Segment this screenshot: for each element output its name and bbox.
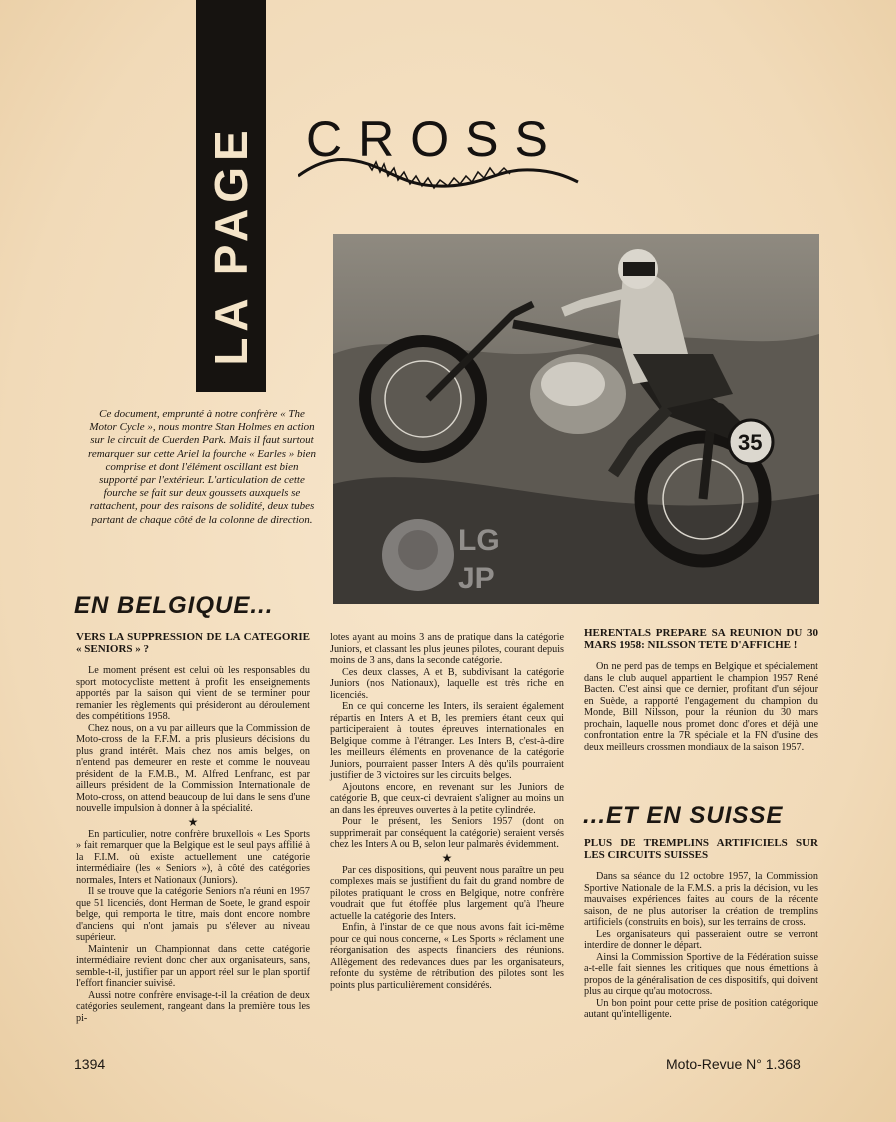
col1-paragraph: Chez nous, on a vu par ailleurs que la Commission de Moto-cross de la F.F.M. a pris plusieurs décisions du plus grand intérêt. Mais chez nos amis belges, on n'entend pas demeurer en reste et comme le nouveau président de la F.M.B., M. Alfred Lenfranc, est par ailleurs président de la Commission Internationale de Moto-cross, on attend beaucoup de lui dans le sens d'une nouvelle impulsion à donner à la spécialité.	[76, 722, 310, 814]
col2-paragraph: Par ces dispositions, qui peuvent nous paraître un peu complexes mais se justifient du fait du grand nombre de pilotes pratiquant le cross en Belgique, notre confrère voudrait que fut étoffée plus largement qu'à l'heure actuelle la catégorie des Inters.	[330, 864, 564, 922]
watermark-logo	[378, 510, 518, 600]
col1-paragraph: En particulier, notre confrère bruxellois « Les Sports » fait remarquer que la Belgique est le seul pays affilié à la F.I.M. où existe actuellement une catégorie intermédiaire (les « Seniors »), à côté des catégories normales, Inters et Nationaux (Juniors).	[76, 828, 310, 886]
svg-text:JP: JP	[458, 562, 495, 595]
cross-title-text: CROSS	[306, 111, 564, 167]
star-separator: ★	[187, 814, 199, 829]
cross-title-artwork	[298, 98, 588, 208]
race-number: 35	[738, 430, 763, 455]
col3-paragraph: On ne perd pas de temps en Belgique et spécialement dans le club auquel appartient le champion 1957 René Bacten. C'est ainsi que ce dernier, profitant d'un séjour en Suède, a rapporté l'engagement du champion du Monde, Bill Nilsson, pour la réunion du 30 mars prochain, laquelle nous promet donc d'ores et déjà une confrontation entre la 7R spéciale et la FN d'usine des deux meilleurs crossmen mondiaux de la saison 1957.	[584, 661, 818, 753]
magazine-issue: Moto-Revue N° 1.368	[666, 1056, 801, 1072]
col1-paragraph: Maintenir un Championnat dans cette catégorie intermédiaire revient donc cher aux organisateurs, sans, semble-t-il, justifier par un apport réel sur le plan sportif l'effort financier suivisé.	[76, 943, 310, 989]
heading-suisse: ...ET EN SUISSE	[583, 802, 784, 829]
column-3	[584, 628, 818, 753]
subhead-seniors: VERS LA SUPPRESSION DE LA CATEGORIE « SENIORS » ?	[76, 631, 310, 655]
suisse-paragraph: Dans sa séance du 12 octobre 1957, la Commission Sportive Nationale de la F.M.S. a pris la décision, vu les mauvaises expériences faites au cours de la récente saison, de ne plus autoriser la création de tremplins artificiels (construits en bois), sur les terrains de cross.	[584, 871, 818, 928]
col2-paragraph: En ce qui concerne les Inters, ils seraient également répartis en Inters A et B, les premiers étant ceux qui participeraient à toutes épreuves internationales en Belgique comme à l'étranger. Les Inters B, c'est-à-dire les meilleurs éléments en provenance de la catégorie Juniors, pourraient passer Inters A dès qu'ils pourraient justifier de 3 victoires sur les circuits belges.	[330, 701, 564, 781]
subhead-herentals: HERENTALS PREPARE SA REUNION DU 30 MARS 1958: NILSSON TETE D'AFFICHE !	[584, 627, 818, 651]
photo-caption: Ce document, emprunté à notre confrère « The Motor Cycle », nous montre Stan Holmes en action sur le circuit de Cuerden Park. Mais il faut surtout remarquer sur cette Ariel la fourche « Earles » bien comprise et dont l'élément oscillant est bien supporté par l'extérieur. L'articulation de cette fourche se fait sur deux goussets auxquels se rattachent, pour des raisons de solidité, deux tubes partant de chaque côté de la colonne de direction.	[87, 408, 316, 526]
col1-paragraph: Aussi notre confrère envisage-t-il la création de deux catégories seulement, rangeant dans la première tous les pi-	[76, 989, 310, 1024]
suisse-paragraph: Un bon point pour cette prise de position catégorique autant qu'intelligente.	[584, 997, 818, 1020]
svg-text:LG: LG	[458, 524, 500, 557]
column-1	[76, 632, 310, 1024]
col2-paragraph: Pour le présent, les Seniors 1957 (dont on supprimerait par conséquent la catégorie) seraient versés chez les Inters A ou B, selon leur palmarès évidemment.	[330, 816, 564, 850]
col2-paragraph: Enfin, à l'instar de ce que nous avons fait ici-même pour ce qui nous concerne, « Les Sports » réclament une réorganisation des aspects financiers des réunions. Allègement des redevances dues par les organisateurs, refonte du système de rétribution des pilotes sont les points plus particulièrement considérés.	[330, 922, 564, 991]
star-separator: ★	[441, 850, 453, 865]
col2-paragraph: lotes ayant au moins 3 ans de pratique dans la catégorie Juniors, et classant les plus jeunes pilotes, courant depuis moins de 3 ans, dans la seconde catégorie.	[330, 632, 564, 666]
col2-paragraph: Ces deux classes, A et B, subdivisant la catégorie Juniors (nos Nationaux), laquelle est très riche en licenciés.	[330, 666, 564, 701]
col1-paragraph: Il se trouve que la catégorie Seniors n'a réuni en 1957 que 51 licenciés, dont Herman de Soete, le grand espoir belge, qui remporta le titre, mais dont encore nombre d'anciens qui n'ont jamais pu s'élever au niveau supérieur.	[76, 886, 310, 943]
col2-paragraph: Ajoutons encore, en revenant sur les Juniors de catégorie B, que ceux-ci devraient s'aligner au moins un an dans les épreuves ouvertes à la petite cylindrée.	[330, 781, 564, 816]
col1-paragraph: Le moment présent est celui où les responsables du sport motocycliste mettent à profit les enseignements apportés par la saison qui vient de se terminer pour remanier les règlements qui présideront au déroulement des compétitions 1958.	[76, 665, 310, 722]
suisse-paragraph: Ainsi la Commission Sportive de la Fédération suisse a-t-elle fait siennes les critiques que nous émettions à propos de la généralisation de ces dispositifs, qui doivent plus au cirque qu'au motocross.	[584, 951, 818, 997]
heading-belgique: EN BELGIQUE...	[74, 592, 274, 619]
subhead-tremplins: PLUS DE TREMPLINS ARTIFICIELS SUR LES CIRCUITS SUISSES	[584, 837, 818, 861]
column-3-suisse	[584, 838, 818, 1021]
banner-text: LA PAGE	[205, 124, 257, 366]
column-2	[330, 632, 564, 991]
page-number: 1394	[74, 1056, 106, 1072]
suisse-paragraph: Les organisateurs qui passeraient outre se verront interdire de donner le départ.	[584, 928, 818, 951]
